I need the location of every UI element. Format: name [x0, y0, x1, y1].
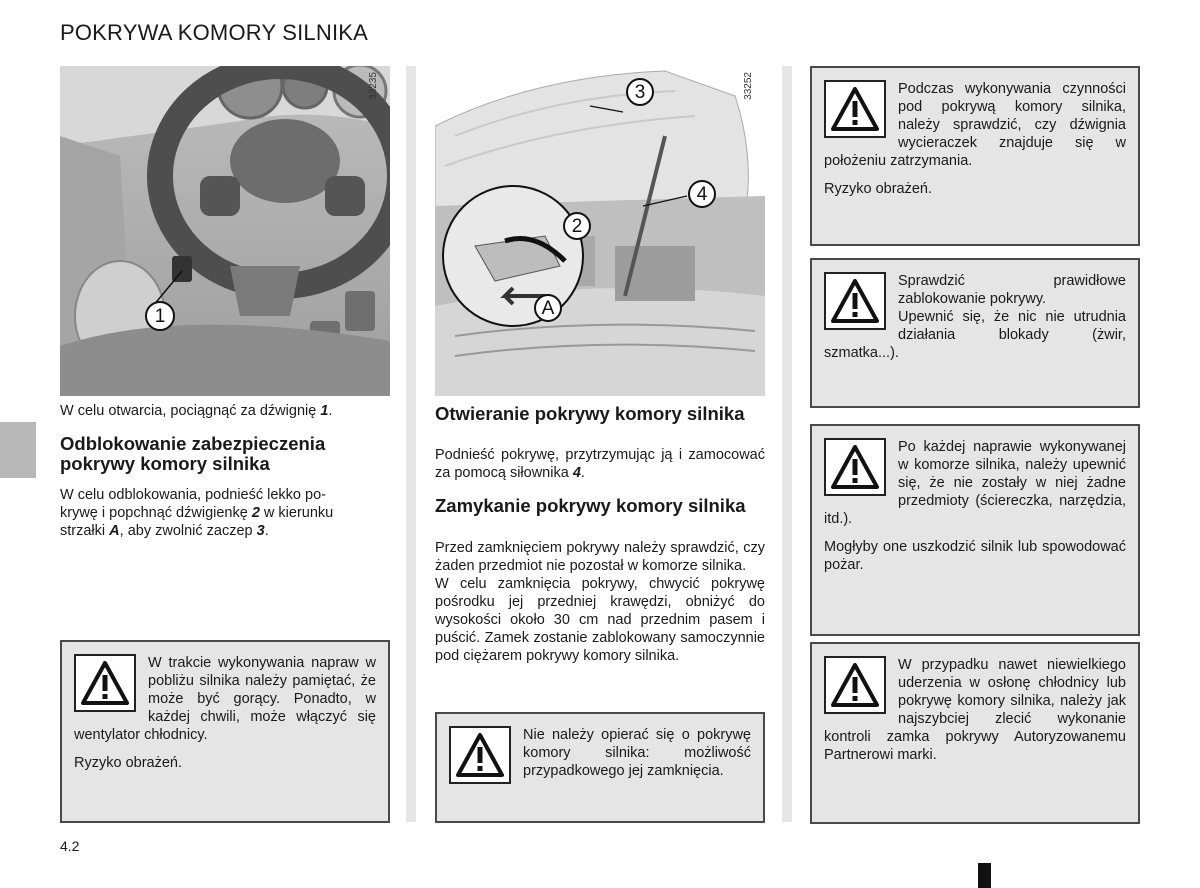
warning-text: Ryzyko obrażeń.: [74, 755, 182, 771]
figure-code: 33252: [743, 72, 754, 100]
figure-caption: W celu otwarcia, pociągnąć za dźwignię 1.: [60, 403, 333, 419]
warning-text: W trakcie wykonywania napraw w pobliżu silnika należy pamiętać, że może być gorący. Ponadto, w każdej chwili, może włączyć się wentylator chłodnicy.: [74, 655, 376, 743]
warning-text: Sprawdzić prawidłowe zablokowanie pokrywy.: [898, 273, 1126, 307]
figure-engine-bay: [435, 66, 765, 396]
warning-box: [810, 258, 1140, 408]
hood-release-illustration: [60, 66, 390, 396]
page-end-marker: [978, 863, 991, 888]
unlock-instructions: W celu odblokowania, podnieść lekko po- krywę i popchnąć dźwigienkę 2 w kierunku strzałki A, aby zwolnić zaczep 3.: [60, 487, 334, 539]
warning-triangle-icon: [824, 656, 886, 714]
page-title: POKRYWA KOMORY SILNIKA: [60, 20, 369, 45]
chapter-tab: [0, 422, 36, 478]
warning-text: W przypadku nawet niewielkiego uderzenia w osłonę chłodnicy lub pokrywę komory silnika, należy jak najszybciej zlecić wykonanie kontroli zamka pokrywy Autoryzowanemu Partnerowi marki.: [824, 657, 1126, 763]
closing-instructions: Przed zamknięciem pokrywy należy sprawdzić, czy żaden przedmiot nie pozostał w komorze silnika. W celu zamknięcia pokrywy, chwycić pokrywę pośrodku jej przedniej krawędzi, obniżyć do wysokości około 30 cm nad przednim pasem i puścić. Zamek zostanie zablokowany samoczynnie pod ciężarem pokrywy komory silnika.: [435, 540, 765, 664]
callout-1: 1: [154, 306, 166, 327]
figure-code: 33235: [368, 72, 379, 100]
column-divider: [406, 66, 416, 822]
warning-triangle-icon: [824, 438, 886, 496]
warning-box: [60, 640, 390, 823]
warning-triangle-icon: [449, 726, 511, 784]
warning-text: Nie należy opierać się o pokrywę komory silnika: możliwość przypadkowego jej zamknięcia.: [523, 727, 751, 779]
warning-text: Ryzyko obrażeń.: [824, 181, 932, 197]
warning-triangle-icon: [74, 654, 136, 712]
callout-2: 2: [571, 216, 583, 237]
warning-text: Podczas wykonywania czynności pod pokrywą komory silnika, należy sprawdzić, czy dźwignia wycieraczek znajduje się w położeniu zatrzymania.: [824, 81, 1126, 169]
warning-box: [810, 642, 1140, 824]
warning-box: [810, 66, 1140, 246]
figure-hood-release-lever: [60, 66, 390, 396]
callout-4: 4: [696, 184, 708, 205]
section-heading-unlock: Odblokowanie zabezpieczenia pokrywy komory silnika: [60, 433, 326, 474]
warning-triangle-icon: [824, 272, 886, 330]
warning-triangle-icon: [824, 80, 886, 138]
warning-box: [810, 424, 1140, 636]
page-number: 4.2: [60, 838, 80, 854]
warning-text: Mogłyby one uszkodzić silnik lub spowodować pożar.: [824, 539, 1126, 573]
callout-3: 3: [634, 82, 646, 103]
engine-bay-illustration: [435, 66, 765, 396]
callout-a: A: [541, 298, 555, 319]
warning-text: Upewnić się, że nic nie utrudnia działania blokady (żwir, szmatka...).: [824, 309, 1126, 361]
warning-text: Po każdej naprawie wykonywanej w komorze silnika, należy upewnić się, że nie zostały w niej żadne przedmioty (ściereczka, narzędzia, itd.).: [824, 439, 1126, 527]
section-heading-closing: Zamykanie pokrywy komory silnika: [435, 495, 746, 516]
section-heading-opening: Otwieranie pokrywy komory silnika: [435, 403, 745, 424]
opening-instructions: Podnieść pokrywę, przytrzymując ją i zamocować za pomocą siłownika 4.: [435, 447, 765, 481]
warning-box: [435, 712, 765, 823]
column-divider: [782, 66, 792, 822]
